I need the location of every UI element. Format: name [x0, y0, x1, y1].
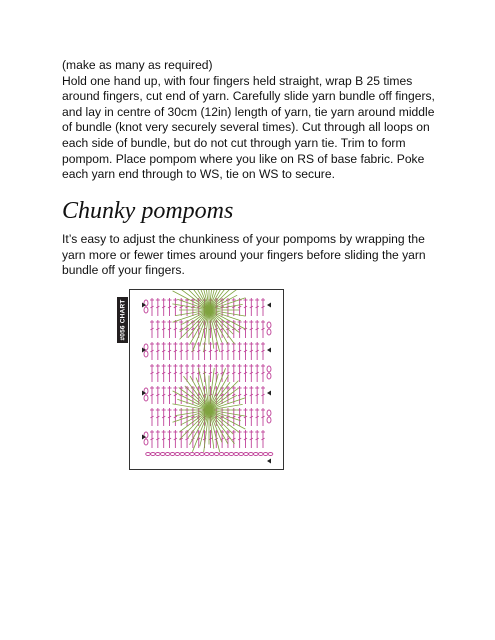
foundation-chain — [249, 453, 254, 456]
foundation-chain — [195, 453, 200, 456]
foundation-chain — [185, 453, 190, 456]
foundation-chain — [165, 453, 170, 456]
turning-chain — [267, 366, 271, 372]
chart-tab-label — [117, 297, 128, 343]
instructions-note: (make as many as required) — [62, 58, 213, 72]
foundation-chain — [258, 453, 263, 456]
section-body — [62, 232, 437, 279]
foundation-chain — [268, 453, 273, 456]
foundation-chain — [244, 453, 249, 456]
foundation-chain — [234, 453, 239, 456]
pompom-centre — [206, 407, 213, 414]
row-arrow — [267, 391, 271, 396]
foundation-chain — [170, 453, 175, 456]
section-heading: Chunky pompoms — [62, 198, 234, 224]
turning-chain — [267, 329, 271, 335]
foundation-chain — [200, 453, 205, 456]
instructions-paragraph: Hold one hand up, with four fingers held straight, wrap B 25 times around fingers, cut end of yarn. Carefully slide yarn bundle off fingers, and lay in centre of 30cm (12in) length of yarn, tie yarn around middle of bundle (knot very securely several times). Cut through all loops on each side of bundle, but do not cut through yarn tie. Trim to form pompom. Place pompom where you like on RS of base fabric. Poke each yarn end through to WS, tie on WS to secure. — [62, 73, 435, 182]
foundation-chain — [229, 453, 234, 456]
foundation-chain — [214, 453, 219, 456]
turning-chain — [267, 410, 271, 416]
foundation-chain — [263, 453, 268, 456]
chart-drawing — [130, 290, 283, 469]
turning-chain — [144, 439, 148, 445]
crochet-chart — [129, 289, 284, 470]
turning-chain — [144, 344, 148, 350]
foundation-chain — [209, 453, 214, 456]
foundation-chain — [156, 453, 161, 456]
turning-chain — [267, 322, 271, 328]
foundation-chain — [146, 453, 151, 456]
row-arrow — [267, 303, 271, 308]
foundation-chain — [254, 453, 259, 456]
section-paragraph: It’s easy to adjust the chunkiness of your pompoms by wrapping the yarn more or fewer times around your fingers before sliding the yarn bundle off your fingers. — [62, 232, 426, 278]
pompom-symbols — [172, 290, 245, 452]
turning-chain — [267, 373, 271, 379]
foundation-chain — [239, 453, 244, 456]
foundation-chain — [205, 453, 210, 456]
chart-tab-text: #056 CHART — [119, 299, 126, 341]
row-arrow — [267, 348, 271, 353]
foundation-chain — [175, 453, 180, 456]
foundation-chain — [180, 453, 185, 456]
foundation-chain — [219, 453, 224, 456]
foundation-chain — [160, 453, 165, 456]
foundation-chain — [224, 453, 229, 456]
turning-chain — [144, 307, 148, 313]
turning-chain — [267, 417, 271, 423]
instructions-text — [62, 58, 437, 183]
row-arrow — [267, 459, 271, 464]
foundation-chain — [151, 453, 156, 456]
foundation-chain — [190, 453, 195, 456]
turning-chain — [144, 351, 148, 357]
pompom-centre — [206, 307, 213, 314]
turning-chain — [144, 395, 148, 401]
